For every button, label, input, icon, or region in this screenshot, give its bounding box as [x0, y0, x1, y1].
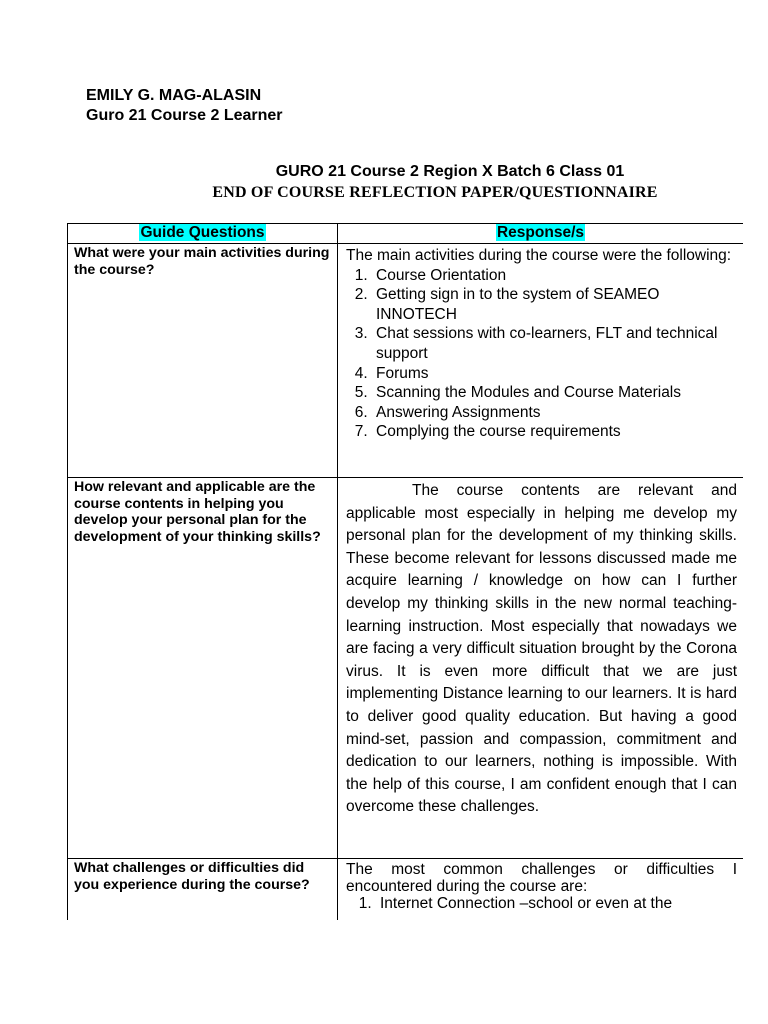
table-row — [68, 478, 744, 859]
question-cell: What challenges or difficulties did you experience during the course? — [68, 859, 338, 921]
question-cell: How relevant and applicable are the course contents in helping you develop your personal plan for the development of your thinking skills? — [68, 478, 338, 859]
list-item: 1. Internet Connection –school or even at the — [376, 895, 737, 912]
author-block — [86, 86, 283, 126]
response-intro: The most common challenges or difficulties I encountered during the course are: — [346, 861, 737, 895]
list-item: 1. Course Orientation — [372, 266, 737, 286]
response-intro: The main activities during the course were the following: — [346, 247, 732, 264]
response-cell — [338, 244, 744, 478]
list-item: 2. Getting sign in to the system of SEAMEO INNOTECH — [372, 285, 737, 324]
author-name: EMILY G. MAG-ALASIN — [86, 87, 262, 104]
list-item: 4. Forums — [372, 364, 737, 384]
document-subtitle: END OF COURSE REFLECTION PAPER/QUESTIONNAIRE — [212, 184, 658, 201]
reflection-table-container — [67, 223, 743, 920]
question-cell: What were your main activities during the course? — [68, 244, 338, 478]
list-item: 7. Complying the course requirements — [372, 422, 737, 442]
table-row — [68, 244, 744, 478]
activities-list — [346, 266, 737, 442]
header-responses-label: Response/s — [496, 224, 584, 241]
list-item: 3. Chat sessions with co-learners, FLT and technical support — [372, 324, 737, 363]
list-item: 6. Answering Assignments — [372, 403, 737, 423]
response-paragraph: The course contents are relevant and applicable most especially in helping me develop my personal plan for the development of my thinking skills. These become relevant for lessons discussed made me acquire learning / knowledge on how can I further develop my thinking skills in the new normal teaching-learning instruction. Most especially that nowadays we are facing a very difficult situation brought by the Corona virus. It is even more difficult that we are just implementing Distance learning to our learners. It is hard to deliver good quality education. But having a good mind-set, passion and compassion, commitment and dedication to our learners, nothing is impossible. With the help of this course, I am confident enough that I can overcome these challenges. — [346, 482, 737, 816]
document-title: GURO 21 Course 2 Region X Batch 6 Class 01 — [275, 163, 625, 180]
challenges-list — [346, 895, 737, 912]
response-cell — [338, 859, 744, 921]
reflection-table — [67, 223, 743, 920]
table-row — [68, 859, 744, 921]
list-item: 5. Scanning the Modules and Course Materials — [372, 383, 737, 403]
response-cell — [338, 478, 744, 859]
header-responses — [338, 224, 744, 244]
author-role: Guro 21 Course 2 Learner — [86, 107, 283, 124]
table-header-row — [68, 224, 744, 244]
header-guide-questions — [68, 224, 338, 244]
header-guide-questions-label: Guide Questions — [140, 224, 265, 241]
